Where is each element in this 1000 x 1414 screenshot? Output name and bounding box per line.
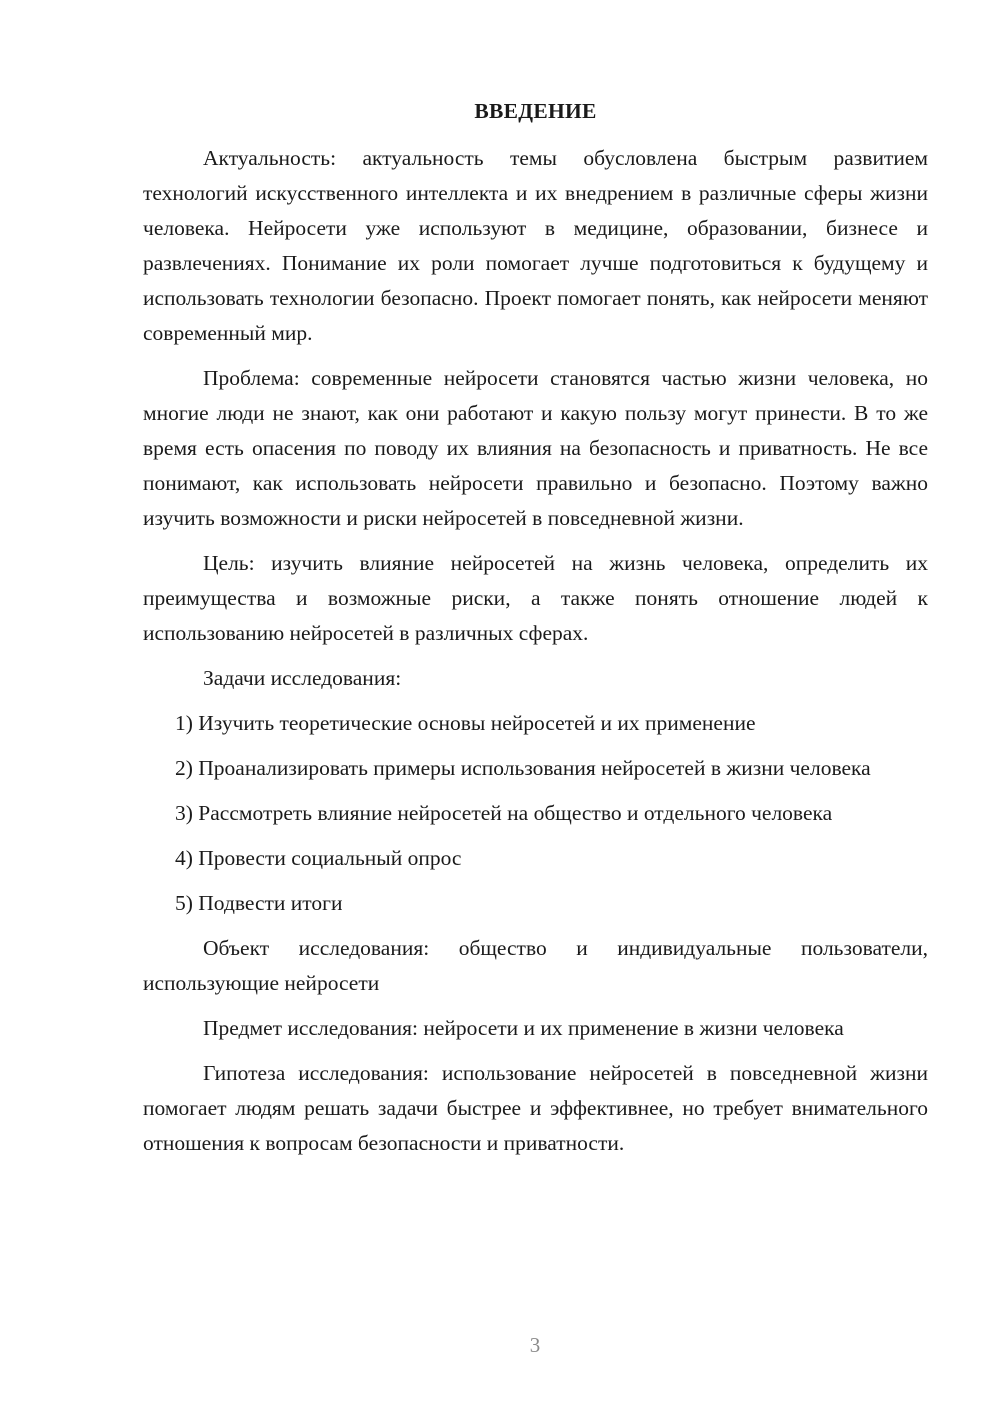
paragraph-relevance: Актуальность: актуальность темы обусловлена быстрым развитием технологий искусственного интеллекта и их внедрением в различные сферы жизни человека. Нейросети уже используют в медицине, образовании, бизнесе и развлечениях. Понимание их роли помогает лучше подготовиться к будущему и использовать технологии безопасно. Проект помогает понять, как нейросети меняют современный мир. [143, 146, 928, 345]
document-page [143, 94, 928, 1161]
section-title: ВВЕДЕНИЕ [474, 99, 597, 123]
paragraph-hypothesis: Гипотеза исследования: использование нейросетей в повседневной жизни помогает людям решать задачи быстрее и эффективнее, но требует внимательного отношения к вопросам безопасности и приватности. [143, 1061, 928, 1155]
task-item-4: 4) Провести социальный опрос [175, 846, 462, 870]
paragraph-tasks-heading: Задачи исследования: [203, 666, 402, 690]
task-item-1: 1) Изучить теоретические основы нейросетей и их применение [175, 711, 756, 735]
paragraph-goal: Цель: изучить влияние нейросетей на жизнь человека, определить их преимущества и возможные риски, а также понять отношение людей к использованию нейросетей в различных сферах. [143, 551, 928, 645]
task-item-3: 3) Рассмотреть влияние нейросетей на общество и отдельного человека [175, 801, 833, 825]
task-item-5: 5) Подвести итоги [175, 891, 343, 915]
paragraph-subject: Предмет исследования: нейросети и их применение в жизни человека [203, 1016, 844, 1040]
task-item-2: 2) Проанализировать примеры использования нейросетей в жизни человека [175, 756, 871, 780]
paragraph-problem: Проблема: современные нейросети становятся частью жизни человека, но многие люди не знают, как они работают и какую пользу могут принести. В то же время есть опасения по поводу их влияния на безопасность и приватность. Не все понимают, как использовать нейросети правильно и безопасно. Поэтому важно изучить возможности и риски нейросетей в повседневной жизни. [143, 366, 928, 530]
paragraph-object: Объект исследования: общество и индивидуальные пользователи, использующие нейросети [143, 936, 928, 995]
page-number: 3 [529, 1333, 541, 1357]
